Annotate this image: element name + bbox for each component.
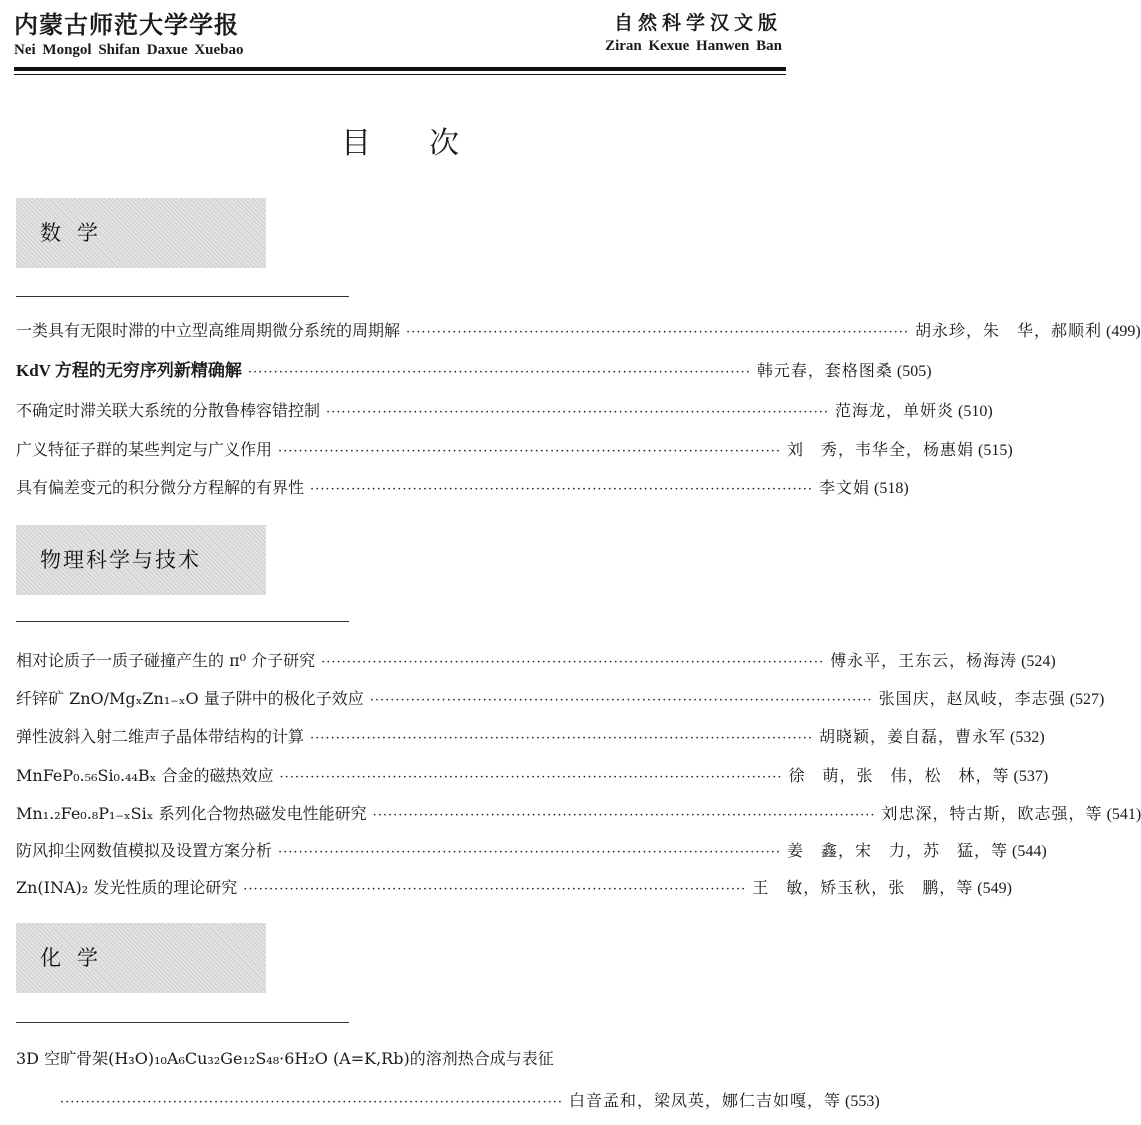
section-label: 数学 (40, 221, 114, 245)
entry-authors: 胡晓颖，姜自磊，曹永军 (818, 727, 1006, 746)
section-rule (16, 621, 349, 622)
entry-title: 纤锌矿 ZnO/MgₓZn₁₋ₓO 量子阱中的极化子效应 (16, 689, 364, 708)
section-header-chemistry (16, 923, 266, 993)
entry-title: Zn(INA)₂ 发光性质的理论研究 (16, 878, 238, 897)
toc-entry[interactable] (16, 838, 1047, 864)
edition-masthead (605, 10, 782, 56)
edition-name-cn: 自然科学汉文版 (613, 12, 782, 34)
leader-dots: ·································································································· (247, 365, 751, 380)
toc-entry[interactable] (16, 801, 1141, 827)
leader-dots: ·································································································· (279, 770, 783, 785)
entry-authors: 徐 萌，张 伟，松 林，等 (788, 766, 1010, 785)
journal-name-cn: 内蒙古师范大学学报 (14, 11, 239, 39)
toc-entry-continuation[interactable] (60, 1088, 880, 1114)
header-rule-thin (14, 74, 786, 75)
page-title: 目次 (341, 126, 517, 161)
entry-authors: 王 敏，矫玉秋，张 鹏，等 (752, 878, 974, 897)
entry-title: 具有偏差变元的积分微分方程解的有界性 (16, 478, 305, 497)
toc-entry[interactable] (16, 318, 1141, 344)
toc-entry[interactable] (16, 358, 932, 384)
toc-entry[interactable] (16, 763, 1049, 789)
entry-page: (518) (874, 480, 909, 497)
leader-dots: ·································································································· (243, 882, 747, 897)
entry-title: Mn₁.₂Fe₀.₈P₁₋ₓSiₓ 系列化合物热磁发电性能研究 (16, 804, 367, 823)
entry-page: (505) (896, 363, 932, 380)
leader-dots: ·································································································· (321, 655, 825, 670)
section-header-physics (16, 525, 266, 595)
leader-dots: ·································································································· (278, 845, 781, 860)
entry-authors: 范海龙，单妍炎 (834, 401, 954, 420)
entry-authors: 李文娟 (818, 478, 870, 497)
leader-dots: ·································································································· (326, 405, 829, 420)
entry-page: (541) (1106, 806, 1141, 823)
header-rule-thick (14, 67, 786, 71)
entry-title: 3D 空旷骨架(H₃O)₁₀A₆Cu₃₂Ge₁₂S₄₈·6H₂O (A=K,Rb)的溶剂热合成与表征 (16, 1049, 554, 1068)
entry-page: (527) (1069, 691, 1105, 708)
entry-title-text: KdV 方程的无穷序列新精确解 (16, 361, 242, 380)
toc-entry[interactable] (16, 875, 1012, 901)
leader-dots: ·································································································· (406, 325, 909, 340)
entry-authors: 胡永珍，朱 华，郝顺利 (914, 321, 1102, 340)
entry-page: (544) (1012, 843, 1047, 860)
leader-dots: ·································································································· (310, 482, 813, 497)
entry-page: (532) (1010, 729, 1045, 746)
entry-title: 广义特征子群的某些判定与广义作用 (16, 440, 273, 459)
entry-page: (515) (978, 442, 1013, 459)
entry-page: (549) (977, 880, 1012, 897)
section-rule (16, 1022, 349, 1023)
entry-title: 不确定时滞关联大系统的分散鲁棒容错控制 (16, 401, 321, 420)
entry-title: 弹性波斜入射二维声子晶体带结构的计算 (16, 727, 305, 746)
section-label: 化学 (40, 946, 114, 970)
toc-entry[interactable] (16, 724, 1045, 750)
entry-authors: 傅永平，王东云，杨海涛 (830, 651, 1018, 670)
journal-masthead (14, 10, 244, 60)
entry-title: 相对论质子一质子碰撞产生的 π⁰ 介子研究 (16, 651, 316, 670)
section-header-math (16, 198, 266, 268)
leader-dots: ·································································································· (372, 808, 876, 823)
toc-entry[interactable] (16, 437, 1013, 463)
section-rule (16, 296, 349, 297)
toc-entry[interactable] (16, 686, 1105, 712)
entry-title: 防风抑尘网数值模拟及设置方案分析 (16, 841, 273, 860)
entry-authors: 白音孟和，梁凤英，娜仁吉如嘎，等 (568, 1091, 841, 1110)
leader-dots: ·································································································· (60, 1095, 563, 1110)
entry-page: (537) (1013, 768, 1049, 785)
leader-dots: ·································································································· (278, 444, 781, 459)
entry-authors: 刘忠深，特古斯，欧志强，等 (881, 804, 1103, 823)
journal-name-en: Nei Mongol Shifan Daxue Xuebao (14, 42, 244, 58)
toc-entry[interactable] (16, 475, 909, 501)
entry-authors: 姜 鑫，宋 力，苏 猛，等 (786, 841, 1008, 860)
leader-dots: ·································································································· (310, 731, 813, 746)
entry-page: (499) (1106, 323, 1141, 340)
entry-authors: 韩元春，套格图桑 (756, 361, 893, 380)
entry-page: (510) (958, 403, 993, 420)
entry-title (16, 358, 242, 384)
toc-entry[interactable] (16, 648, 1056, 674)
entry-authors: 刘 秀，韦华全，杨惠娟 (786, 440, 974, 459)
entry-title: MnFeP₀.₅₆Si₀.₄₄Bₓ 合金的磁热效应 (16, 766, 274, 785)
entry-authors: 张国庆，赵凤岐，李志强 (878, 689, 1066, 708)
toc-entry[interactable] (16, 398, 993, 424)
entry-page: (524) (1021, 653, 1056, 670)
edition-name-en: Ziran Kexue Hanwen Ban (605, 38, 782, 54)
section-label: 物理科学与技术 (40, 548, 201, 572)
entry-title: 一类具有无限时滞的中立型高维周期微分系统的周期解 (16, 321, 401, 340)
toc-entry[interactable] (16, 1046, 784, 1072)
leader-dots: ·································································································· (369, 693, 873, 708)
entry-page: (553) (844, 1093, 880, 1110)
